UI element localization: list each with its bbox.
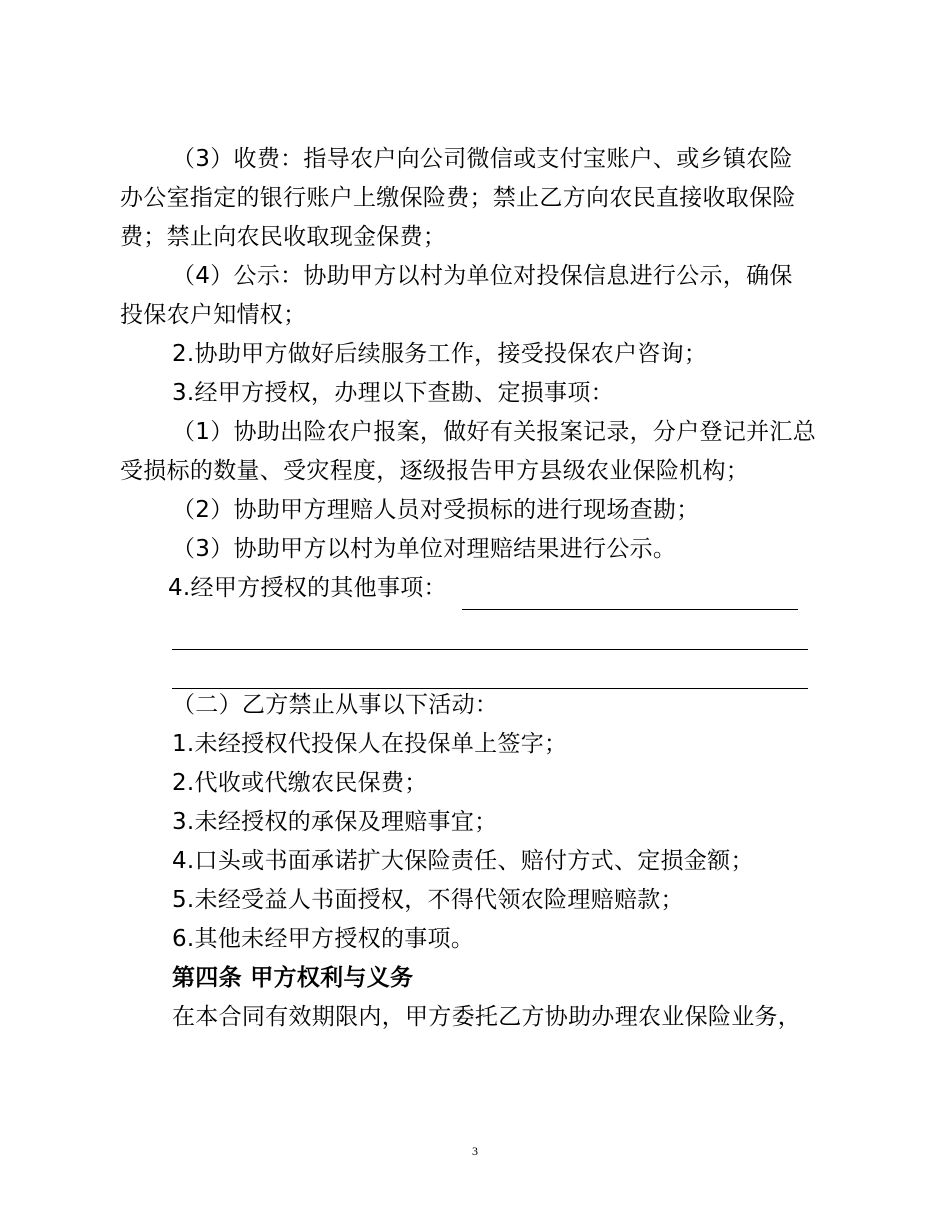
paragraph-line: （3）协助甲方以村为单位对理赔结果进行公示。 <box>172 536 677 562</box>
list-item: 5.未经受益人书面授权，不得代领农险理赔赔款； <box>172 887 684 913</box>
section-subheading: （二）乙方禁止从事以下活动： <box>172 692 499 718</box>
paragraph-line: 3.经甲方授权，办理以下查勘、定损事项： <box>172 380 614 406</box>
list-item: 6.其他未经甲方授权的事项。 <box>172 926 475 952</box>
list-item: 2.代收或代缴农民保费； <box>172 770 428 796</box>
page-number: 3 <box>472 1144 478 1158</box>
paragraph-line: 办公室指定的银行账户上缴保险费；禁止乙方向农民直接收取保险 <box>120 185 796 211</box>
list-item: 3.未经授权的承保及理赔事宜； <box>172 809 498 835</box>
blank-fill-line <box>172 649 808 650</box>
paragraph-line: 投保农户知情权； <box>120 302 307 328</box>
paragraph-line: （4）公示：协助甲方以村为单位对投保信息进行公示，确保 <box>172 263 793 289</box>
blank-fill-line <box>462 609 798 610</box>
paragraph-line: （2）协助甲方理赔人员对受损标的进行现场查勘； <box>172 497 700 523</box>
paragraph-line: 费；禁止向农民收取现金保费； <box>120 224 447 250</box>
paragraph-line: 受损标的数量、受灾程度，逐级报告甲方县级农业保险机构； <box>120 458 750 484</box>
paragraph-line: （1）协助出险农户报案，做好有关报案记录，分户登记并汇总 <box>172 419 817 445</box>
paragraph-line: 4.经甲方授权的其他事项： <box>168 575 447 601</box>
list-item: 4.口头或书面承诺扩大保险责任、赔付方式、定损金额； <box>172 848 754 874</box>
list-item: 1.未经授权代投保人在投保单上签字； <box>172 731 568 757</box>
paragraph-line: 在本合同有效期限内，甲方委托乙方协助办理农业保险业务， <box>172 1004 802 1030</box>
paragraph-line: （3）收费：指导农户向公司微信或支付宝账户、或乡镇农险 <box>172 146 793 172</box>
paragraph-line: 2.协助甲方做好后续服务工作，接受投保农户咨询； <box>172 341 708 367</box>
article-heading: 第四条 甲方权利与义务 <box>172 965 414 991</box>
